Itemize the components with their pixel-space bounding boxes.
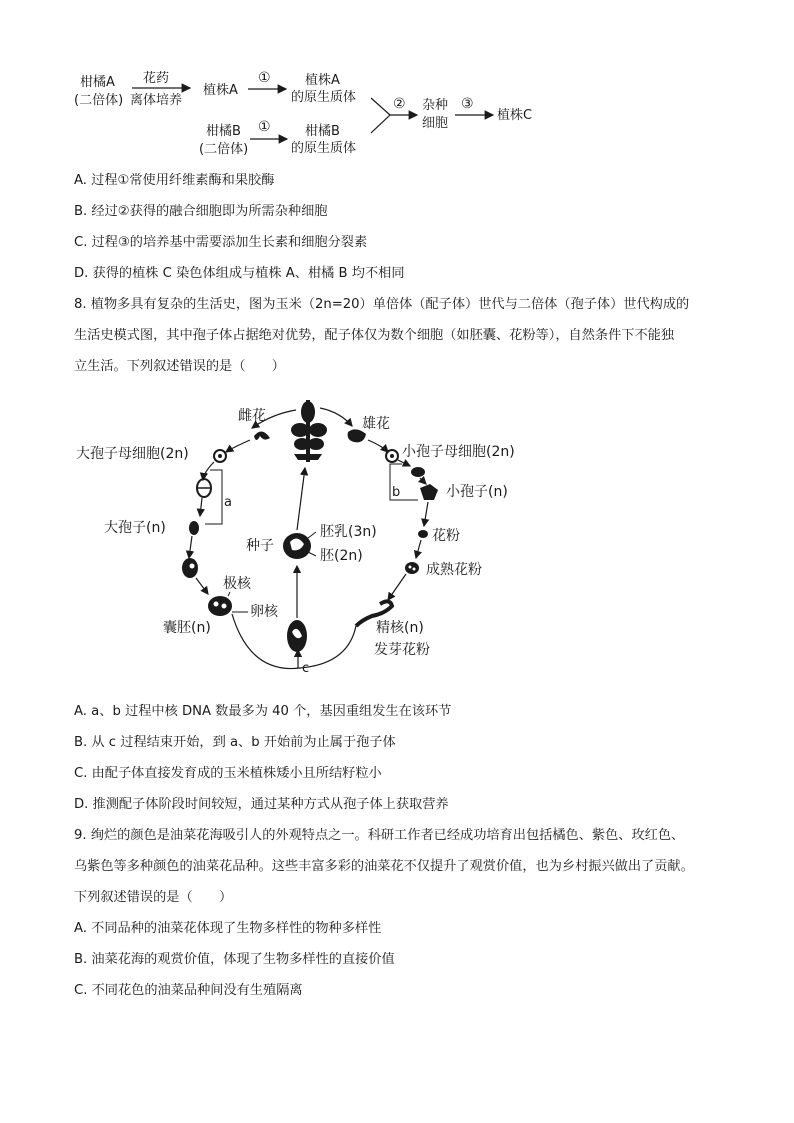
process-b-label: b — [392, 485, 401, 500]
female-flower-icon — [254, 431, 270, 440]
citrus-a-ploidy: (二倍体) — [74, 93, 124, 108]
sperm-nucleus-label: 精核(n) — [376, 620, 424, 636]
female-flower-label: 雌花 — [238, 408, 266, 424]
step-2-label: ② — [393, 96, 406, 112]
endosperm-label: 胚乳(3n) — [320, 524, 377, 540]
arrow-male-flower-to-micromother — [368, 440, 388, 452]
hybrid-cell-line2: 细胞 — [422, 116, 449, 131]
fusion-flow-diagram — [0, 0, 794, 170]
plant-c-label: 植株C — [497, 108, 533, 123]
microspore-tetrad-cell — [411, 467, 425, 477]
pollen-label: 花粉 — [432, 528, 460, 544]
merge-line-top — [371, 98, 390, 115]
embryo-sac-cell — [208, 596, 232, 616]
mature-pollen-label: 成熟花粉 — [426, 562, 482, 578]
q9-stem-line1: 9. 绚烂的颜色是油菜花海吸引人的外观特点之一。科研工作者已经成功培育出包括橘色、紫色、玫红色、 — [74, 828, 685, 843]
q9-option-a: A. 不同品种的油菜花体现了生物多样性的物种多样性 — [74, 921, 382, 936]
citrus-b-label: 柑橘B — [206, 124, 241, 139]
embryo-sac-developing-cell — [182, 558, 198, 578]
q8-option-d: D. 推测配子体阶段时间较短，通过某种方式从孢子体上获取营养 — [74, 797, 449, 812]
q8-stem-line2: 生活史模式图，其中孢子体占据绝对优势，配子体仅为数个细胞（如胚囊、花粉等），自然条件下不能独 — [74, 328, 675, 343]
q9-stem-line2: 乌紫色等多种颜色的油菜花品种。这些丰富多彩的油菜花不仅提升了观赏价值，也为乡村振兴做出了贡献。 — [74, 859, 694, 874]
microspore-cell — [420, 484, 438, 500]
protoplast-a-line1: 植株A — [305, 73, 340, 88]
polar-nuclei-label: 极核 — [223, 576, 251, 592]
step-1-label: ① — [258, 70, 271, 86]
protoplast-a-line2: 的原生质体 — [291, 90, 357, 105]
step-1b-label: ① — [258, 119, 271, 135]
microsporocyte-label: 小孢子母细胞(2n) — [402, 444, 515, 460]
culture-label: 离体培养 — [130, 93, 183, 108]
q7-option-d: D. 获得的植株 C 染色体组成与植株 A、柑橘 B 均不相同 — [74, 266, 405, 281]
citrus-a-label: 柑橘A — [80, 75, 115, 90]
q7-option-c: C. 过程③的培养基中需要添加生长素和细胞分裂素 — [74, 235, 368, 250]
q8-option-a: A. a、b 过程中核 DNA 数最多为 40 个，基因重组发生在该环节 — [74, 704, 452, 719]
step-3-label: ③ — [461, 96, 474, 112]
germinating-pollen-label: 发芽花粉 — [374, 642, 430, 658]
merge-line-bottom — [371, 115, 390, 133]
mature-pollen-cell — [405, 562, 419, 574]
process-a-label: a — [224, 495, 232, 510]
q9-stem-line3: 下列叙述错误的是（ ） — [74, 890, 233, 905]
seed-label: 种子 — [246, 538, 274, 554]
microspore-label: 小孢子(n) — [446, 484, 508, 500]
anther-label: 花药 — [143, 71, 170, 86]
protoplast-b-line1: 柑橘B — [305, 124, 340, 139]
process-c-label: c — [302, 661, 310, 676]
citrus-b-ploidy: (二倍体) — [199, 142, 249, 157]
q9-option-c: C. 不同花色的油菜品种间没有生殖隔离 — [74, 983, 303, 998]
arrow-seed-to-plant — [297, 468, 305, 530]
egg-nucleus-label: 卵核 — [250, 604, 278, 620]
q7-option-a: A. 过程①常使用纤维素酶和果胶酶 — [74, 173, 275, 188]
protoplast-b-line2: 的原生质体 — [291, 141, 357, 156]
pollen-cell — [418, 530, 428, 538]
maize-plant-icon — [291, 400, 327, 462]
hybrid-cell-line1: 杂种 — [422, 98, 449, 113]
plant-a-label: 植株A — [203, 83, 238, 98]
megaspore-label: 大孢子(n) — [104, 520, 166, 536]
q8-option-c: C. 由配子体直接发育成的玉米植株矮小且所结籽粒小 — [74, 766, 382, 781]
embryo-label: 胚(2n) — [320, 548, 363, 564]
male-flower-label: 雄花 — [362, 416, 390, 432]
q9-option-b: B. 油菜花海的观赏价值，体现了生物多样性的直接价值 — [74, 952, 395, 967]
q8-option-b: B. 从 c 过程结束开始，到 a、b 开始前为止属于孢子体 — [74, 735, 396, 750]
megaspore-cell — [189, 521, 199, 535]
q8-stem-line1: 8. 植物多具有复杂的生活史，图为玉米（2n=20）单倍体（配子体）世代与二倍体（孢子体）世代构成的 — [74, 297, 690, 312]
q8-stem-line3: 立生活。下列叙述错误的是（ ） — [74, 359, 285, 374]
q7-option-b: B. 经过②获得的融合细胞即为所需杂种细胞 — [74, 204, 328, 219]
arrow-to-male-flower — [320, 408, 352, 426]
megasporocyte-label: 大孢子母细胞(2n) — [76, 446, 189, 462]
embryo-sac-label: 囊胚(n) — [163, 620, 211, 636]
maize-life-cycle-diagram — [0, 392, 794, 692]
arrow-female-flower-to-megamother — [226, 440, 250, 452]
